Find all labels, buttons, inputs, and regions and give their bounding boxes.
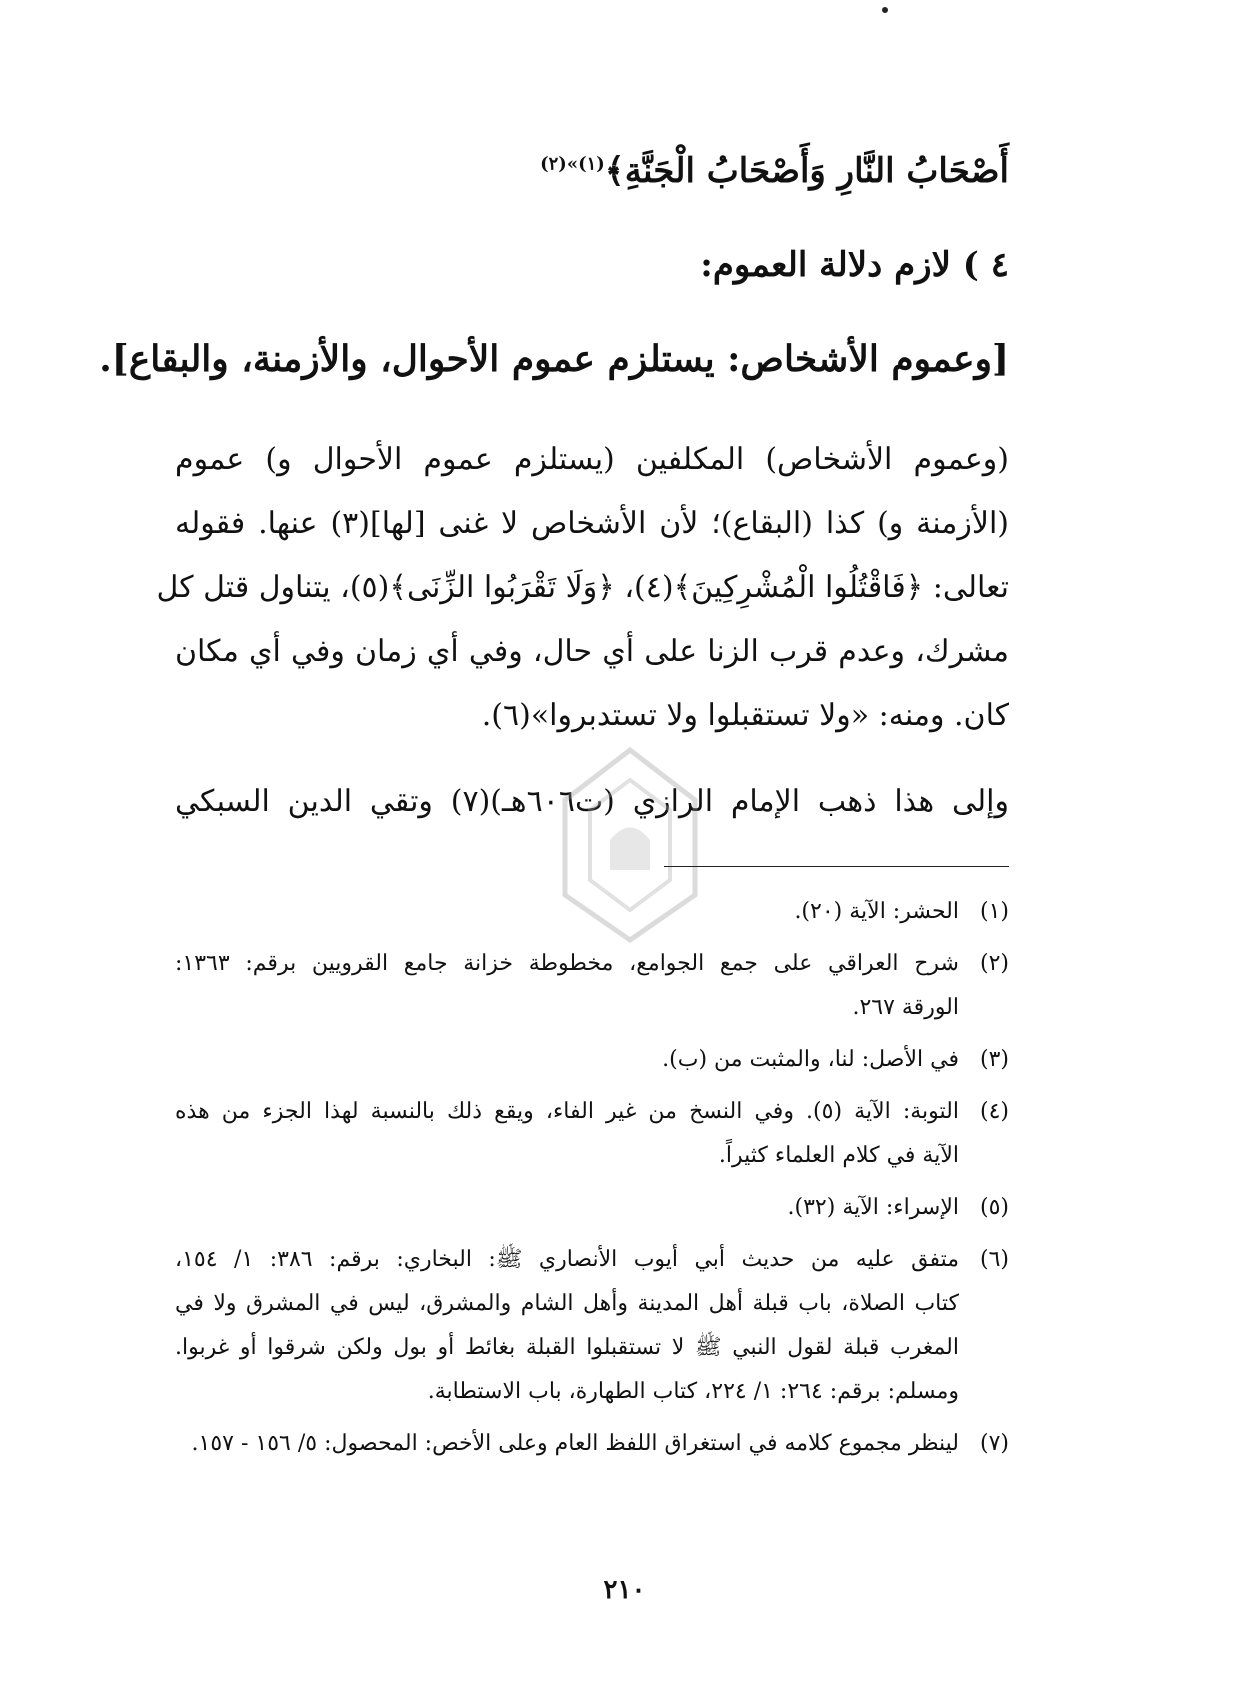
footnote-text — [175, 942, 959, 1030]
paragraph-line: مشرك، وعدم قرب الزنا على أي حال، وفي أي زمان وفي أي مكان — [175, 634, 1009, 669]
footnote-number: (٤) — [979, 1099, 1009, 1124]
footnote-number: (٧) — [979, 1431, 1009, 1456]
matn-text: [وعموم الأشخاص: يستلزم عموم الأحوال، والأزمنة، والبقاع]. — [99, 338, 1009, 380]
page-number: ٢١٠ — [603, 1575, 646, 1605]
footnote-line: الإسراء: الآية (٣٢). — [787, 1195, 959, 1220]
footnote-number: (٥) — [979, 1195, 1009, 1220]
paragraph-line: (وعموم الأشخاص) المكلفين (يستلزم عموم الأحوال و) عموم — [175, 442, 1009, 477]
footnote-line: في الأصل: لنا، والمثبت من (ب). — [662, 1047, 959, 1072]
footnote-number: (٣) — [979, 1047, 1009, 1072]
footnote-text — [175, 1422, 959, 1466]
footnote-line: الورقة ٢٦٧. — [852, 995, 959, 1020]
footnote-line: الحشر: الآية (٢٠). — [794, 899, 959, 924]
paragraph-line: وإلى هذا ذهب الإمام الرازي (ت٦٠٦هـ)(٧) وتقي الدين السبكي — [175, 784, 1009, 819]
section-heading: ٤ ) لازم دلالة العموم: — [700, 245, 1009, 285]
footnote-4 — [175, 1090, 1009, 1178]
footnote-text — [175, 1186, 959, 1230]
footnote-number: (٦) — [979, 1247, 1009, 1272]
quote-text: أَصْحَابُ النَّارِ وَأَصْحَابُ الْجَنَّةِ﴾ — [604, 151, 1009, 191]
footnote-line: الآية في كلام العلماء كثيراً. — [718, 1143, 959, 1168]
paragraph-line: (الأزمنة و) كذا (البقاع)؛ لأن الأشخاص لا غنى [لها](٣) عنها. فقوله — [175, 506, 1009, 541]
footnote-line: شرح العراقي على جمع الجوامع، مخطوطة خزانة جامع القرويين برقم: ١٣٦٣: — [175, 951, 959, 976]
paragraph-line: كان. ومنه: «ولا تستقبلوا ولا تستدبروا»(٦). — [481, 698, 1009, 733]
footnote-1 — [175, 890, 1009, 934]
footnote-text — [175, 1090, 959, 1178]
footnote-line: المغرب قبلة لقول النبي ﷺ لا تستقبلوا القبلة بغائط أو بول ولكن شرقوا أو غربوا. — [175, 1335, 959, 1360]
footnote-separator — [664, 866, 1009, 867]
ink-speck-mark — [880, 5, 890, 15]
footnote-number: (٢) — [979, 951, 1009, 976]
footnote-7 — [175, 1422, 1009, 1466]
footnote-text — [175, 890, 959, 934]
paragraph-line: تعالى: ﴿فَاقْتُلُوا الْمُشْرِكِينَ﴾(٤)، ﴿وَلَا تَقْرَبُوا الزِّنَى﴾(٥)، يتناول قتل كل — [156, 570, 1009, 605]
footnote-6 — [175, 1238, 1009, 1414]
footnote-2 — [175, 942, 1009, 1030]
footnote-line: كتاب الصلاة، باب قبلة أهل المدينة وأهل الشام والمشرق، ليس في المشرق ولا في — [175, 1291, 959, 1316]
footnote-number: (١) — [979, 899, 1009, 924]
commentary-paragraph — [156, 428, 1009, 748]
footnote-line: متفق عليه من حديث أبي أيوب الأنصاري ﷺ: البخاري: برقم: ٣٨٦: ١/ ١٥٤، — [175, 1247, 960, 1272]
quote-footnote-refs: (١)»(٢) — [540, 153, 605, 175]
footnote-line: لينظر مجموع كلامه في استغراق اللفظ العام وعلى الأخص: المحصول: ٥/ ١٥٦ - ١٥٧. — [191, 1431, 959, 1456]
footnote-text — [175, 1238, 959, 1414]
footnote-text — [175, 1038, 959, 1082]
footnote-5 — [175, 1186, 1009, 1230]
footnotes — [175, 890, 1009, 1474]
quran-quote-line — [175, 150, 1009, 191]
footnote-line: ومسلم: برقم: ٢٦٤: ١/ ٢٢٤، كتاب الطهارة، باب الاستطابة. — [427, 1379, 959, 1404]
footnote-3 — [175, 1038, 1009, 1082]
footnote-line: التوبة: الآية (٥). وفي النسخ من غير الفاء، ويقع ذلك بالنسبة لهذا الجزء من هذه — [175, 1099, 959, 1124]
